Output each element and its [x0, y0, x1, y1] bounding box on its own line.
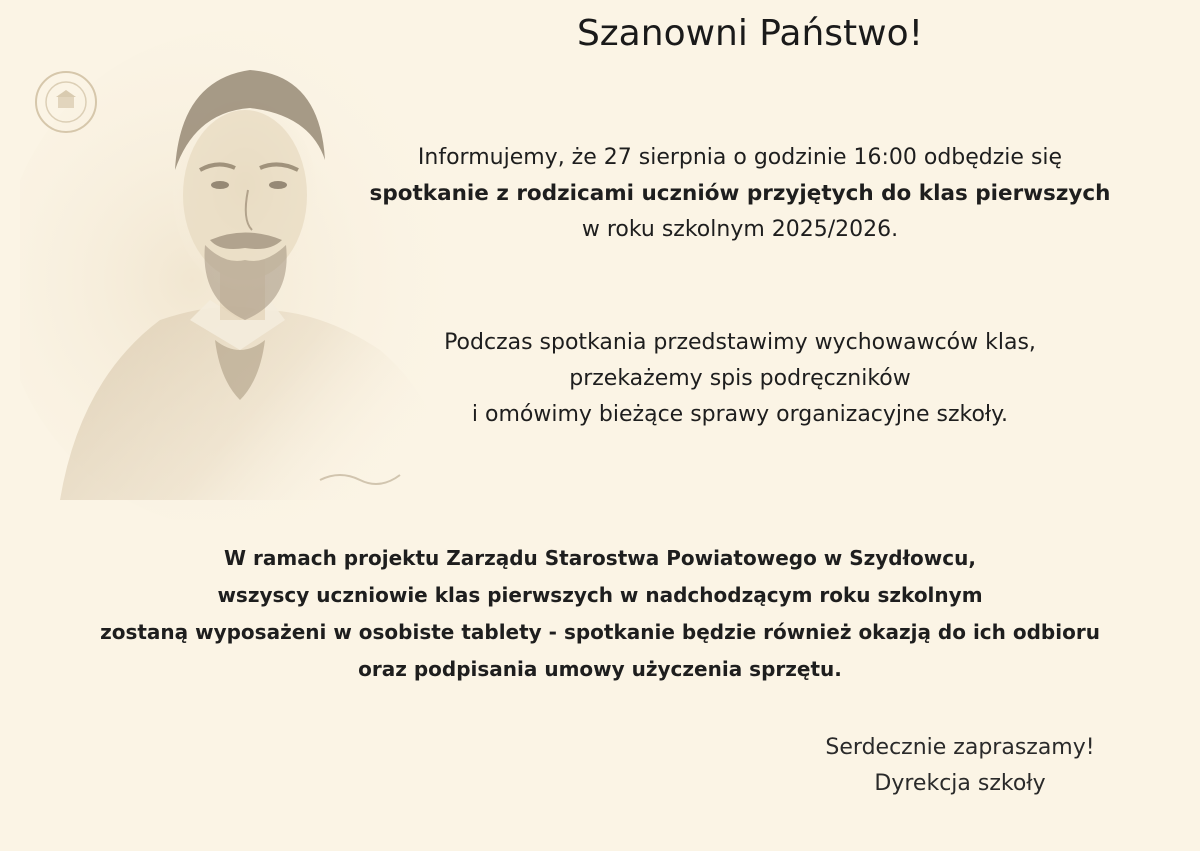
agenda-line-3: i omówimy bieżące sprawy organizacyjne szkoły. — [471, 402, 1009, 427]
meeting-announcement — [300, 140, 1180, 248]
closing-invitation: Serdecznie zapraszamy! — [825, 735, 1095, 760]
announcement-line-1: Informujemy, że 27 sierpnia o godzinie 16:00 odbędzie się — [417, 145, 1063, 170]
school-seal-icon — [34, 70, 98, 134]
agenda-line-1: Podczas spotkania przedstawimy wychowawców klas, — [444, 330, 1036, 355]
project-line-4: oraz podpisania umowy użyczenia sprzętu. — [358, 657, 842, 681]
closing-signature — [760, 730, 1160, 802]
project-line-3: zostaną wyposażeni w osobiste tablety - spotkanie będzie również okazją do ich odbioru — [100, 620, 1100, 644]
meeting-agenda — [320, 325, 1160, 433]
project-line-1: W ramach projektu Zarządu Starostwa Powiatowego w Szydłowcu, — [224, 546, 976, 570]
announcement-line-3: w roku szkolnym 2025/2026. — [581, 217, 899, 242]
closing-signatory: Dyrekcja szkoły — [874, 771, 1046, 796]
announcement-highlight: spotkanie z rodzicami uczniów przyjętych do klas pierwszych — [369, 181, 1111, 206]
agenda-line-2: przekażemy spis podręczników — [569, 366, 911, 391]
greeting-heading: Szanowni Państwo! — [576, 13, 924, 54]
project-line-2: wszyscy uczniowie klas pierwszych w nadchodzącym roku szkolnym — [217, 583, 983, 607]
tablet-project-notice — [10, 540, 1190, 688]
